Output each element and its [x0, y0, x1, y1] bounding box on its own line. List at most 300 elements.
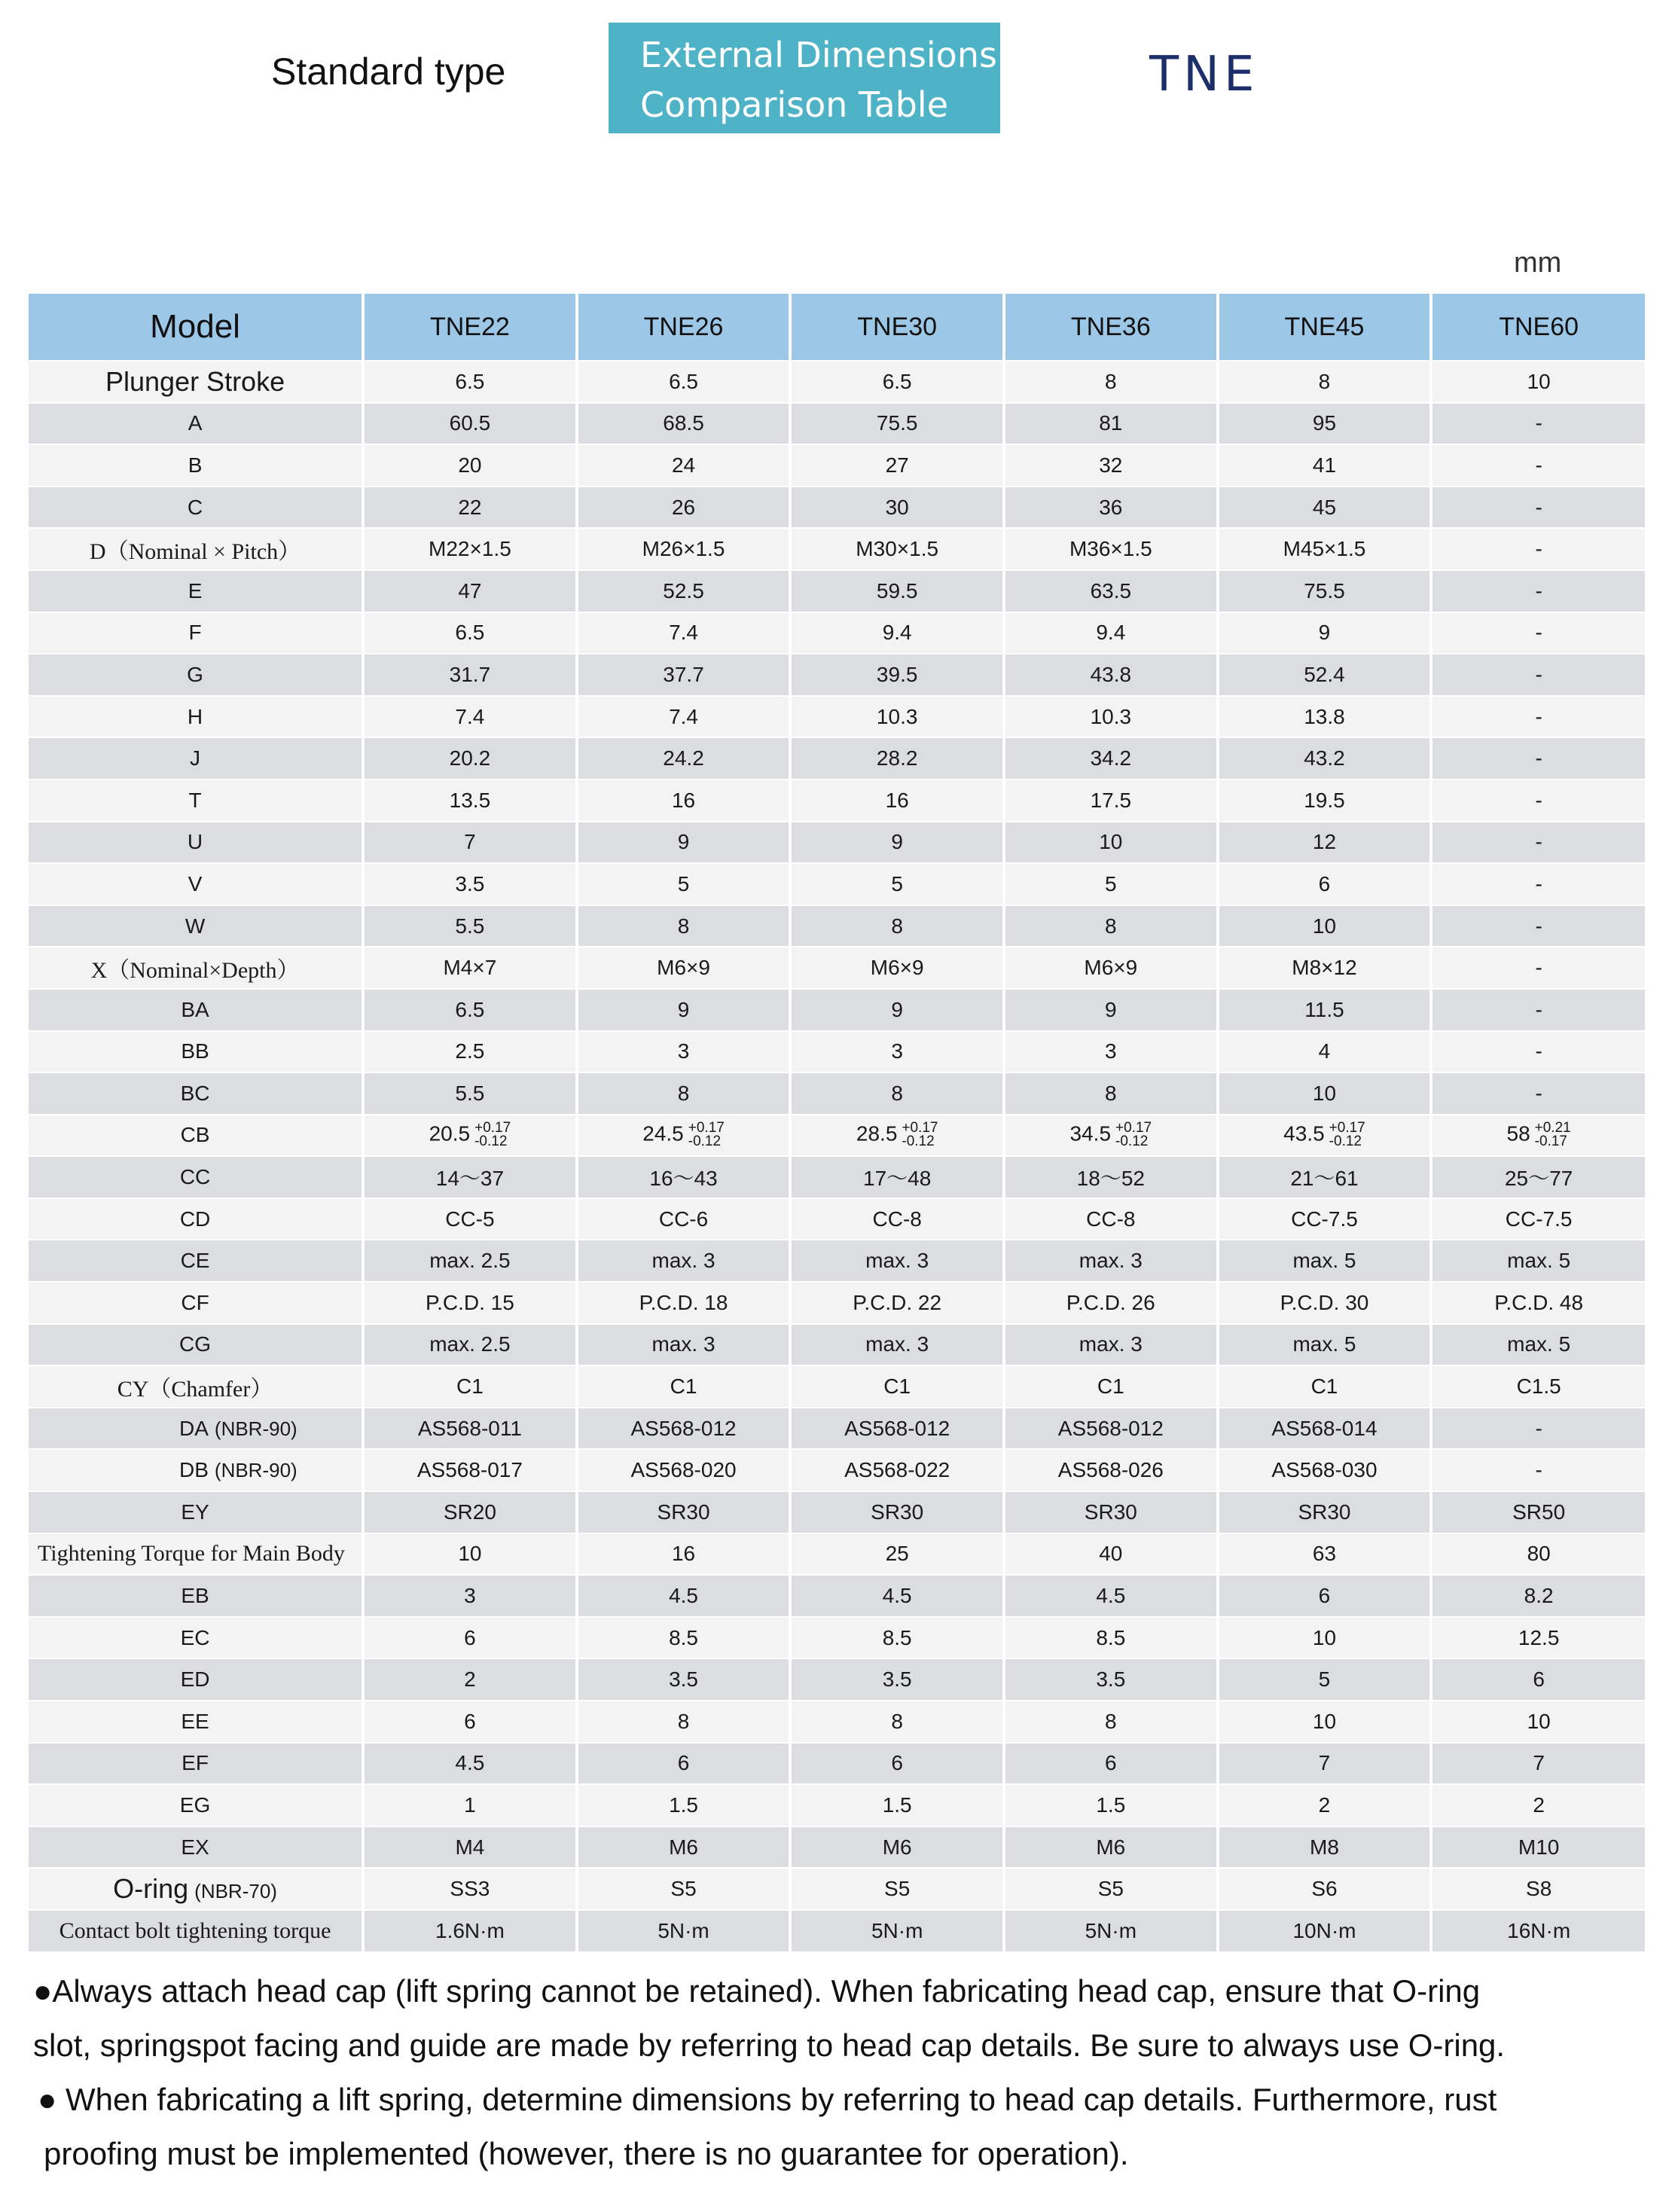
table-cell: 3.5	[1004, 1658, 1218, 1701]
table-row	[29, 1826, 1645, 1869]
table-row	[29, 989, 1645, 1031]
note-2-line-2: proofing must be implemented (however, there is no guarantee for operation).	[44, 2136, 1129, 2171]
table-cell: 6.5	[363, 989, 577, 1031]
table-cell: 18～52	[1004, 1156, 1218, 1198]
table-cell: 4.5	[1004, 1575, 1218, 1617]
row-label: EX	[29, 1826, 363, 1869]
table-cell: 10	[1431, 1701, 1645, 1743]
table-cell: 12	[1218, 822, 1432, 864]
table-cell: max. 5	[1431, 1240, 1645, 1282]
table-cell: P.C.D. 48	[1431, 1282, 1645, 1324]
table-cell: SR30	[1004, 1491, 1218, 1533]
row-label: G	[29, 654, 363, 696]
table-row	[29, 947, 1645, 989]
table-cell: max. 5	[1431, 1324, 1645, 1366]
row-label-name: O-ring	[113, 1873, 189, 1905]
table-cell: 52.5	[577, 570, 791, 612]
table-cell: 6	[1218, 863, 1432, 905]
row-label: Plunger Stroke	[29, 361, 363, 403]
table-cell: -	[1431, 403, 1645, 445]
table-cell: 2.5	[363, 1031, 577, 1073]
tolerance-upper: +0.17	[474, 1120, 511, 1137]
table-row	[29, 1031, 1645, 1073]
table-cell: 5	[1004, 863, 1218, 905]
unit-label: mm	[1514, 247, 1562, 279]
table-cell: 7	[1431, 1743, 1645, 1785]
tolerance-lower: -0.12	[1329, 1133, 1362, 1150]
table-cell: 20	[363, 444, 577, 487]
row-label: E	[29, 570, 363, 612]
table-cell: 68.5	[577, 403, 791, 445]
model-column-header: TNE30	[790, 294, 1004, 361]
table-cell: 8.5	[790, 1617, 1004, 1659]
row-label: CG	[29, 1324, 363, 1366]
table-row	[29, 612, 1645, 654]
model-column-header: TNE36	[1004, 294, 1218, 361]
table-cell: CC-7.5	[1218, 1198, 1432, 1240]
table-cell: max. 5	[1218, 1240, 1432, 1282]
table-cell: CC-8	[790, 1198, 1004, 1240]
table-cell: max. 3	[1004, 1240, 1218, 1282]
row-label: BA	[29, 989, 363, 1031]
table-cell: -	[1431, 1408, 1645, 1450]
table-cell: 6	[577, 1743, 791, 1785]
tolerance	[474, 1121, 511, 1149]
table-cell: 43.2	[1218, 737, 1432, 780]
table-cell: 63	[1218, 1533, 1432, 1576]
table-cell: C1	[577, 1365, 791, 1408]
table-cell: 8.5	[1004, 1617, 1218, 1659]
table-cell: 4.5	[363, 1743, 577, 1785]
table-cell: 1.6N·m	[363, 1910, 577, 1952]
table-cell: -	[1431, 487, 1645, 529]
row-label: V	[29, 863, 363, 905]
table-row	[29, 1910, 1645, 1952]
tolerance-lower: -0.12	[474, 1133, 508, 1150]
tolerance	[688, 1121, 725, 1149]
table-cell: AS568-030	[1218, 1449, 1432, 1491]
table-cell: 8	[1004, 361, 1218, 403]
table-cell: SR20	[363, 1491, 577, 1533]
table-cell: 52.4	[1218, 654, 1432, 696]
table-cell: P.C.D. 26	[1004, 1282, 1218, 1324]
table-row	[29, 1658, 1645, 1701]
table-row	[29, 1198, 1645, 1240]
tolerance-lower: -0.17	[1534, 1133, 1567, 1150]
model-header: Model	[29, 294, 363, 361]
table-cell: AS568-012	[577, 1408, 791, 1450]
table-cell: 6.5	[790, 361, 1004, 403]
table-cell	[1218, 1115, 1432, 1157]
row-label: F	[29, 612, 363, 654]
table-cell: SR30	[577, 1491, 791, 1533]
table-row	[29, 1491, 1645, 1533]
table-cell: SR30	[1218, 1491, 1432, 1533]
table-cell: 9.4	[790, 612, 1004, 654]
table-cell: 6	[790, 1743, 1004, 1785]
table-cell: 16～43	[577, 1156, 791, 1198]
table-cell: AS568-022	[790, 1449, 1004, 1491]
table-cell: 32	[1004, 444, 1218, 487]
table-cell: M45×1.5	[1218, 528, 1432, 570]
table-cell: max. 3	[790, 1324, 1004, 1366]
table-cell: 6.5	[363, 612, 577, 654]
table-cell: AS568-014	[1218, 1408, 1432, 1450]
table-row	[29, 905, 1645, 947]
table-cell: -	[1431, 863, 1645, 905]
table-cell: CC-7.5	[1431, 1198, 1645, 1240]
table-cell: 10	[1218, 905, 1432, 947]
table-cell: -	[1431, 737, 1645, 780]
row-label: D（Nominal × Pitch）	[29, 528, 363, 570]
table-cell: 39.5	[790, 654, 1004, 696]
table-cell: CC-5	[363, 1198, 577, 1240]
table-cell: P.C.D. 15	[363, 1282, 577, 1324]
table-cell: 9	[577, 989, 791, 1031]
table-row	[29, 1449, 1645, 1491]
table-cell: 8	[1004, 1072, 1218, 1115]
table-row	[29, 1868, 1645, 1910]
table-cell: 5N·m	[577, 1910, 791, 1952]
table-cell: M6×9	[1004, 947, 1218, 989]
table-cell: 6	[363, 1701, 577, 1743]
table-cell: 5	[577, 863, 791, 905]
table-cell: 8	[790, 1072, 1004, 1115]
table-cell: 75.5	[790, 403, 1004, 445]
table-cell: M6×9	[790, 947, 1004, 989]
table-cell: 3.5	[790, 1658, 1004, 1701]
table-cell: P.C.D. 30	[1218, 1282, 1432, 1324]
table-row	[29, 1575, 1645, 1617]
table-cell: 17～48	[790, 1156, 1004, 1198]
table-cell	[577, 1115, 791, 1157]
table-cell: 10	[363, 1533, 577, 1576]
table-cell: AS568-012	[1004, 1408, 1218, 1450]
table-cell: -	[1431, 780, 1645, 822]
row-label-material: (NBR-70)	[194, 1880, 277, 1903]
standard-type-label: Standard type	[271, 50, 506, 93]
table-cell: -	[1431, 1072, 1645, 1115]
table-cell: 8	[1218, 361, 1432, 403]
table-cell: 41	[1218, 444, 1432, 487]
table-cell: CC-8	[1004, 1198, 1218, 1240]
table-cell: 9	[1218, 612, 1432, 654]
table-cell: M6	[1004, 1826, 1218, 1869]
table-cell: 9.4	[1004, 612, 1218, 654]
row-label: Tightening Torque for Main Body	[29, 1533, 363, 1576]
table-cell: 3	[363, 1575, 577, 1617]
table-cell: 5N·m	[790, 1910, 1004, 1952]
table-cell: 16N·m	[1431, 1910, 1645, 1952]
table-cell: 3.5	[363, 863, 577, 905]
table-cell: M8×12	[1218, 947, 1432, 989]
table-cell: 8.5	[577, 1617, 791, 1659]
table-row	[29, 863, 1645, 905]
table-cell: AS568-020	[577, 1449, 791, 1491]
nominal-value: 58	[1506, 1121, 1530, 1146]
table-cell: 10.3	[790, 696, 1004, 738]
table-cell: 10	[1004, 822, 1218, 864]
table-cell: 4.5	[790, 1575, 1004, 1617]
table-cell: 28.2	[790, 737, 1004, 780]
row-label: EG	[29, 1784, 363, 1826]
row-label	[29, 1868, 363, 1910]
table-cell	[1004, 1115, 1218, 1157]
table-row	[29, 361, 1645, 403]
table-cell: 34.2	[1004, 737, 1218, 780]
table-cell: P.C.D. 22	[790, 1282, 1004, 1324]
table-cell: 8	[790, 905, 1004, 947]
table-cell: 5.5	[363, 905, 577, 947]
table-cell: 31.7	[363, 654, 577, 696]
table-cell: AS568-017	[363, 1449, 577, 1491]
table-cell: C1	[790, 1365, 1004, 1408]
table-cell: -	[1431, 1449, 1645, 1491]
table-cell: 6	[1004, 1743, 1218, 1785]
row-label: Contact bolt tightening torque	[29, 1910, 363, 1952]
nominal-value: 34.5	[1069, 1121, 1112, 1146]
tolerance-upper: +0.21	[1534, 1120, 1571, 1137]
note-1-line-1: ●Always attach head cap (lift spring cannot be retained). When fabricating head cap, ensure that O-ring	[33, 1973, 1481, 2009]
table-cell: SS3	[363, 1868, 577, 1910]
table-cell: 8.2	[1431, 1575, 1645, 1617]
table-cell: 45	[1218, 487, 1432, 529]
tolerance	[1535, 1121, 1571, 1149]
table-cell: max. 5	[1218, 1324, 1432, 1366]
table-cell: 3	[577, 1031, 791, 1073]
row-label: CD	[29, 1198, 363, 1240]
table-cell: 13.8	[1218, 696, 1432, 738]
table-cell: 14～37	[363, 1156, 577, 1198]
row-label: ED	[29, 1658, 363, 1701]
note-2-line-1: ● When fabricating a lift spring, determine dimensions by referring to head cap details. Furthermore, rust	[38, 2082, 1497, 2117]
table-cell: 47	[363, 570, 577, 612]
model-column-header: TNE60	[1431, 294, 1645, 361]
table-row	[29, 444, 1645, 487]
row-label-code: DB	[179, 1458, 209, 1482]
table-cell: 6.5	[363, 361, 577, 403]
table-cell: 27	[790, 444, 1004, 487]
table-cell	[363, 1115, 577, 1157]
table-row	[29, 1365, 1645, 1408]
table-cell: 16	[577, 1533, 791, 1576]
table-cell: -	[1431, 905, 1645, 947]
table-cell: 7	[1218, 1743, 1432, 1785]
table-cell: 7.4	[577, 696, 791, 738]
tolerance	[1329, 1121, 1365, 1149]
table-cell: 1.5	[577, 1784, 791, 1826]
table-cell: 37.7	[577, 654, 791, 696]
table-cell: SR50	[1431, 1491, 1645, 1533]
table-cell: M22×1.5	[363, 528, 577, 570]
table-cell: max. 3	[577, 1240, 791, 1282]
model-column-header: TNE22	[363, 294, 577, 361]
tolerance-upper: +0.17	[902, 1120, 938, 1137]
table-cell: M6×9	[577, 947, 791, 989]
table-cell: 3	[790, 1031, 1004, 1073]
row-label: BC	[29, 1072, 363, 1115]
table-row	[29, 1072, 1645, 1115]
row-label: J	[29, 737, 363, 780]
table-row	[29, 780, 1645, 822]
table-cell: -	[1431, 612, 1645, 654]
table-row	[29, 1617, 1645, 1659]
table-cell: 36	[1004, 487, 1218, 529]
table-row	[29, 737, 1645, 780]
table-cell: 9	[577, 822, 791, 864]
table-cell: 24.2	[577, 737, 791, 780]
table-row	[29, 696, 1645, 738]
table-cell: 9	[1004, 989, 1218, 1031]
table-cell: S5	[1004, 1868, 1218, 1910]
table-cell: M6	[790, 1826, 1004, 1869]
table-row	[29, 1240, 1645, 1282]
row-label: CY（Chamfer）	[29, 1365, 363, 1408]
table-cell: 26	[577, 487, 791, 529]
table-cell: 95	[1218, 403, 1432, 445]
table-cell: 80	[1431, 1533, 1645, 1576]
model-column-header: TNE45	[1218, 294, 1432, 361]
table-cell: S6	[1218, 1868, 1432, 1910]
table-cell: 6	[1218, 1575, 1432, 1617]
row-label: C	[29, 487, 363, 529]
tolerance-upper: +0.17	[688, 1120, 725, 1137]
table-cell: 30	[790, 487, 1004, 529]
note-1-line-2: slot, springspot facing and guide are made by referring to head cap details. Be sure to always use O-ring.	[33, 2027, 1506, 2063]
table-cell: -	[1431, 822, 1645, 864]
table-row	[29, 528, 1645, 570]
table-cell: 16	[577, 780, 791, 822]
table-cell: 21～61	[1218, 1156, 1432, 1198]
table-cell: M8	[1218, 1826, 1432, 1869]
table-cell: M10	[1431, 1826, 1645, 1869]
row-label: EE	[29, 1701, 363, 1743]
title-line-1: External Dimensions	[640, 35, 997, 75]
table-cell: 8	[790, 1701, 1004, 1743]
row-label: BB	[29, 1031, 363, 1073]
table-cell: 5	[790, 863, 1004, 905]
row-label: CB	[29, 1115, 363, 1157]
table-cell: max. 3	[1004, 1324, 1218, 1366]
row-label-code: DA	[179, 1416, 209, 1440]
table-cell: 12.5	[1431, 1617, 1645, 1659]
table-cell: 75.5	[1218, 570, 1432, 612]
table-row	[29, 654, 1645, 696]
tolerance-lower: -0.12	[1115, 1133, 1149, 1150]
table-cell: 7.4	[363, 696, 577, 738]
nominal-value: 43.5	[1283, 1121, 1325, 1146]
model-column-header: TNE26	[577, 294, 791, 361]
table-cell: 59.5	[790, 570, 1004, 612]
table-row	[29, 1743, 1645, 1785]
table-cell: 10	[1218, 1072, 1432, 1115]
table-cell: -	[1431, 444, 1645, 487]
nominal-value: 24.5	[642, 1121, 684, 1146]
table-cell: 60.5	[363, 403, 577, 445]
table-cell: 81	[1004, 403, 1218, 445]
row-label-material: (NBR-90)	[214, 1417, 297, 1440]
row-label: CF	[29, 1282, 363, 1324]
table-cell: 1.5	[1004, 1784, 1218, 1826]
table-cell: 5N·m	[1004, 1910, 1218, 1952]
table-cell: 11.5	[1218, 989, 1432, 1031]
table-cell: -	[1431, 570, 1645, 612]
table-cell: 4.5	[577, 1575, 791, 1617]
tolerance-upper: +0.17	[1329, 1120, 1365, 1137]
table-cell: 13.5	[363, 780, 577, 822]
table-cell: 17.5	[1004, 780, 1218, 822]
table-cell: max. 2.5	[363, 1324, 577, 1366]
table-cell: 40	[1004, 1533, 1218, 1576]
table-cell: M6	[577, 1826, 791, 1869]
table-cell: 4	[1218, 1031, 1432, 1073]
row-label: EF	[29, 1743, 363, 1785]
table-cell: 7	[363, 822, 577, 864]
table-cell: 43.8	[1004, 654, 1218, 696]
table-cell: 22	[363, 487, 577, 529]
table-cell: AS568-011	[363, 1408, 577, 1450]
table-cell: -	[1431, 1031, 1645, 1073]
table-cell: M36×1.5	[1004, 528, 1218, 570]
row-label: CE	[29, 1240, 363, 1282]
dimensions-table	[29, 294, 1645, 1953]
table-cell: 6	[1431, 1658, 1645, 1701]
row-label: U	[29, 822, 363, 864]
table-cell: 8	[577, 1072, 791, 1115]
tolerance-lower: -0.12	[688, 1133, 722, 1150]
table-cell: 8	[577, 1701, 791, 1743]
table-cell: max. 2.5	[363, 1240, 577, 1282]
table-cell: M4×7	[363, 947, 577, 989]
row-label: H	[29, 696, 363, 738]
table-cell: C1	[1004, 1365, 1218, 1408]
table-row	[29, 1784, 1645, 1826]
table-row	[29, 570, 1645, 612]
table-cell: CC-6	[577, 1198, 791, 1240]
tolerance-lower: -0.12	[902, 1133, 935, 1150]
row-label	[29, 1408, 363, 1450]
table-cell: max. 3	[790, 1240, 1004, 1282]
table-cell: 6.5	[577, 361, 791, 403]
table-cell: 25	[790, 1533, 1004, 1576]
row-label: A	[29, 403, 363, 445]
table-cell: AS568-012	[790, 1408, 1004, 1450]
table-cell: 10	[1431, 361, 1645, 403]
table-row	[29, 1701, 1645, 1743]
table-row	[29, 403, 1645, 445]
table-cell: P.C.D. 18	[577, 1282, 791, 1324]
table-cell: S5	[790, 1868, 1004, 1910]
row-label: B	[29, 444, 363, 487]
table-cell	[790, 1115, 1004, 1157]
table-cell: 5	[1218, 1658, 1432, 1701]
table-cell: SR30	[790, 1491, 1004, 1533]
nominal-value: 20.5	[429, 1121, 471, 1146]
table-header-row	[29, 294, 1645, 361]
table-row	[29, 487, 1645, 529]
table-cell: 2	[363, 1658, 577, 1701]
table-cell: 6	[363, 1617, 577, 1659]
table-cell: 7.4	[577, 612, 791, 654]
table-cell: 10N·m	[1218, 1910, 1432, 1952]
table-cell: M26×1.5	[577, 528, 791, 570]
table-cell: 3	[1004, 1031, 1218, 1073]
table-cell	[1431, 1115, 1645, 1157]
table-cell: -	[1431, 528, 1645, 570]
notes-section	[33, 1964, 1660, 2181]
table-cell: S5	[577, 1868, 791, 1910]
table-cell: 19.5	[1218, 780, 1432, 822]
